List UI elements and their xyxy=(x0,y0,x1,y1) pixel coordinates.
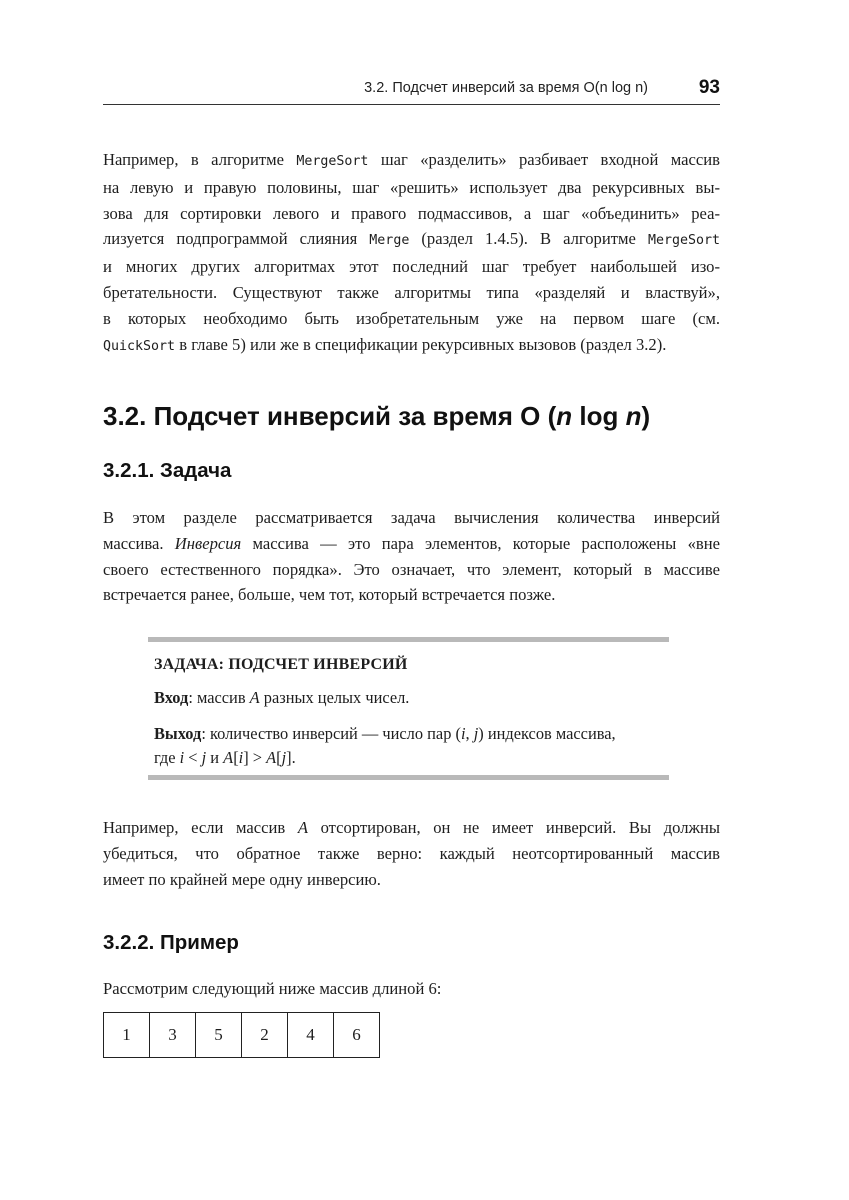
running-head xyxy=(103,78,720,105)
subsection-heading-example: 3.2.2. Пример xyxy=(103,931,239,954)
text-line: на левую и правую половины, шаг «решить» использует два рекурсивных вы- xyxy=(103,177,720,197)
running-head-title: 3.2. Подсчет инверсий за время O(n log n) xyxy=(364,80,648,96)
after-box-paragraph xyxy=(103,815,720,892)
array-cell: 3 xyxy=(150,1013,196,1057)
term-inversion: Инверсия xyxy=(174,533,242,553)
section-heading: 3.2. Подсчет инверсий за время O (n log n) xyxy=(103,401,651,431)
text-line: Например, в алгоритме MergeSort шаг «разделить» разбивает входной массив xyxy=(103,150,720,169)
page-number: 93 xyxy=(698,77,720,98)
code-merge: Merge xyxy=(369,233,410,249)
text-line: и многих других алгоритмах этот последний шаг требует наибольшей изо- xyxy=(103,257,720,277)
text-line: имеет по крайней мере одну инверсию. xyxy=(103,869,381,889)
array-cell: 4 xyxy=(288,1013,334,1057)
array-cell: 2 xyxy=(242,1013,288,1057)
text-line: зова для сортировки левого и правого подмассивов, а шаг «объединить» реа- xyxy=(103,203,720,223)
array-cell: 1 xyxy=(104,1013,150,1057)
problem-input: Вход: массив A разных целых чисел. xyxy=(154,688,410,707)
problem-box xyxy=(148,637,669,780)
code-mergesort: MergeSort xyxy=(296,154,369,169)
problem-output: Выход: количество инверсий — число пар (i, j) индексов массива, где i < j и A[i] > A[j]. xyxy=(154,724,616,767)
text-line: в которых необходимо быть изобретательным уже на первом шаге (см. xyxy=(103,308,720,328)
text-line: своего естественного порядка». Это означает, что элемент, который в массиве xyxy=(103,559,720,579)
example-array xyxy=(103,1012,380,1058)
text-line: убедиться, что обратное также верно: каждый неотсортированный массив xyxy=(103,843,720,863)
text-line: бретательности. Существуют также алгоритмы типа «разделяй и властвуй», xyxy=(103,282,720,302)
code-quicksort: QuickSort xyxy=(103,338,176,354)
example-paragraph xyxy=(103,976,720,1002)
intro-paragraph xyxy=(103,147,720,359)
problem-title: ЗАДАЧА: ПОДСЧЕТ ИНВЕРСИЙ xyxy=(154,656,408,673)
text-line: QuickSort в главе 5) или же в спецификации рекурсивных вызовов (раздел 3.2). xyxy=(103,334,667,354)
subsection-heading-problem: 3.2.1. Задача xyxy=(103,459,232,482)
array-cell: 6 xyxy=(352,1025,361,1044)
array-cell: 5 xyxy=(196,1013,242,1057)
text-line: Например, если массив A отсортирован, он не имеет инверсий. Вы должны xyxy=(103,818,721,837)
text-line: массива. Инверсия массива — это пара элементов, которые расположены «вне xyxy=(103,533,720,553)
text-line: Рассмотрим следующий ниже массив длиной 6: xyxy=(103,979,442,998)
problem-intro-paragraph xyxy=(103,505,720,608)
text-line: лизуется подпрограммой слияния Merge (раздел 1.4.5). В алгоритме MergeSort xyxy=(103,229,720,249)
code-mergesort: MergeSort xyxy=(647,233,720,249)
text-line: В этом разделе рассматривается задача вычисления количества инверсий xyxy=(103,508,720,527)
text-line: встречается ранее, больше, чем тот, который встречается позже. xyxy=(103,585,556,605)
